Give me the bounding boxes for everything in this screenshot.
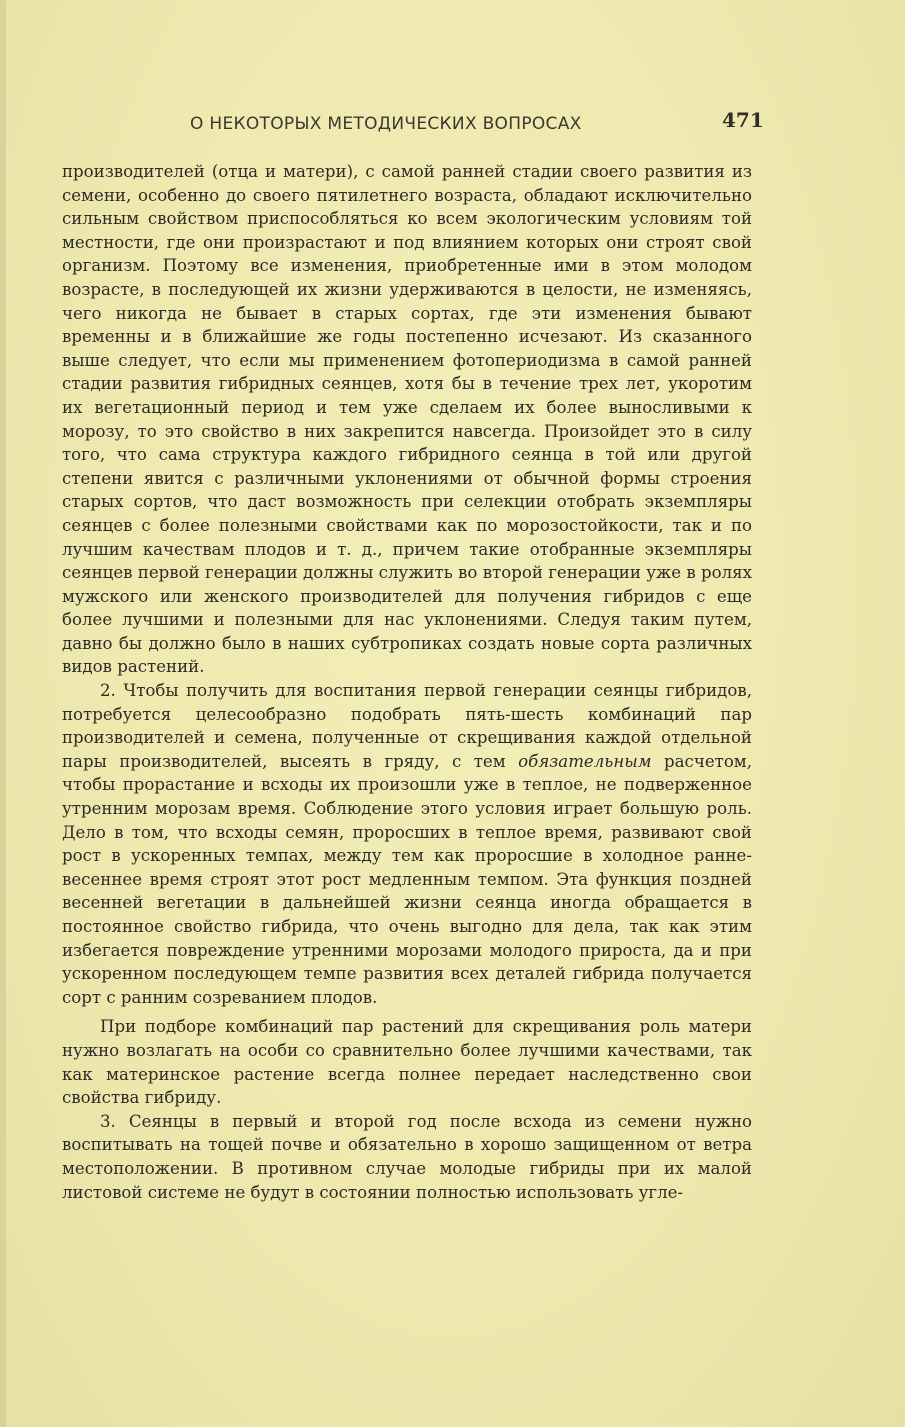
paragraph-1: производителей (отца и матери), с самой ранней стадии своего развития из семени, особенно до своего пятилетнего возраста, обладают исключительно сильным свойством приспособляться ко всем экологическим условиям той местности, где они произрастают и под влиянием которых они строят свой организм. Поэтому все изменения, приобретенные ими в этом молодом возрасте, в последующей их жизни удерживаются в целости, не изменяясь, чего никогда не бывает в старых сортах, где эти изменения бывают временны и в ближайшие же годы постепенно исчезают. Из сказанного выше следует, что если мы применением фотопериодизма в самой ранней стадии развития гибридных сеянцев, хотя бы в течение трех лет, укоротим их вегетационный период и тем уже сделаем их более выносливыми к морозу, то это свойство в них закрепится навсегда. Произойдет это в силу того, что сама структура каждого гибридного сеянца в той или другой степени явится с различными уклонениями от обычной формы строения старых сортов, что даст возможность при селекции отобрать экземпляры сеянцев с более полезными свойствами как по морозостойкости, так и по лучшим качествам плодов и т. д., причем такие отобранные экземпляры сеянцев первой генерации должны служить во второй генерации уже в ролях мужского или женского производителей для получения гибридов с еще более лучшими и полезными для нас уклонениями. Следуя таким путем, давно бы должно было в наших субтропиках создать новые сорта различных видов растений. <box>62 162 752 677</box>
paragraph-2-end: расчетом, чтобы прорастание и всходы их произошли уже в теплое, не подверженное утренним морозам время. Соблюдение этого условия играет большую роль. Дело в том, что всходы семян, проросших в теплое время, развивают свой рост в ускоренных темпах, между тем как проросшие в холодное ранне-весеннее время строят этот рост медленным темпом. Эта функция поздней весенней вегетации в дальнейшей жизни сеянца иногда обращается в постоянное свойство гибрида, что очень выгодно для дела, так как этим избегается повреждение утренними морозами молодого прироста, да и при ускоренном последующем темпе развития всех деталей гибрида получается сорт с ранним созреванием плодов. <box>62 751 752 1007</box>
paragraph-2 <box>62 679 752 1009</box>
page-number: 471 <box>722 108 764 132</box>
paragraph-2-start: 2. Чтобы получить для воспитания первой генерации сеянцы гибридов, потребуется целесообразно подобрать пять-шесть комбинаций пар производителей и семена, полученные от скрещивания каждой отдельной пары производителей, высеять в гряду, с тем <box>62 681 752 771</box>
paragraph-3: При подборе комбинаций пар растений для скрещивания роль матери нужно возлагать на особи со сравнительно более лучшими качествами, так как материнское растение всегда полнее передает наследственно свои свойства гибриду. <box>62 1017 752 1108</box>
paragraph-2-emphasis: обязательным <box>518 751 652 771</box>
paragraph-4: 3. Сеянцы в первый и второй год после всхода из семени нужно воспитывать на тощей почве и обязательно в хорошо защищенном от ветра местоположении. В противном случае молодые гибриды при их малой листовой системе не будут в состоянии полностью использовать угле- <box>62 1111 752 1202</box>
page-edge <box>0 0 6 1427</box>
body-text <box>62 160 752 1204</box>
running-title: О НЕКОТОРЫХ МЕТОДИЧЕСКИХ ВОПРОСАХ <box>190 114 582 134</box>
page-header <box>60 108 764 138</box>
